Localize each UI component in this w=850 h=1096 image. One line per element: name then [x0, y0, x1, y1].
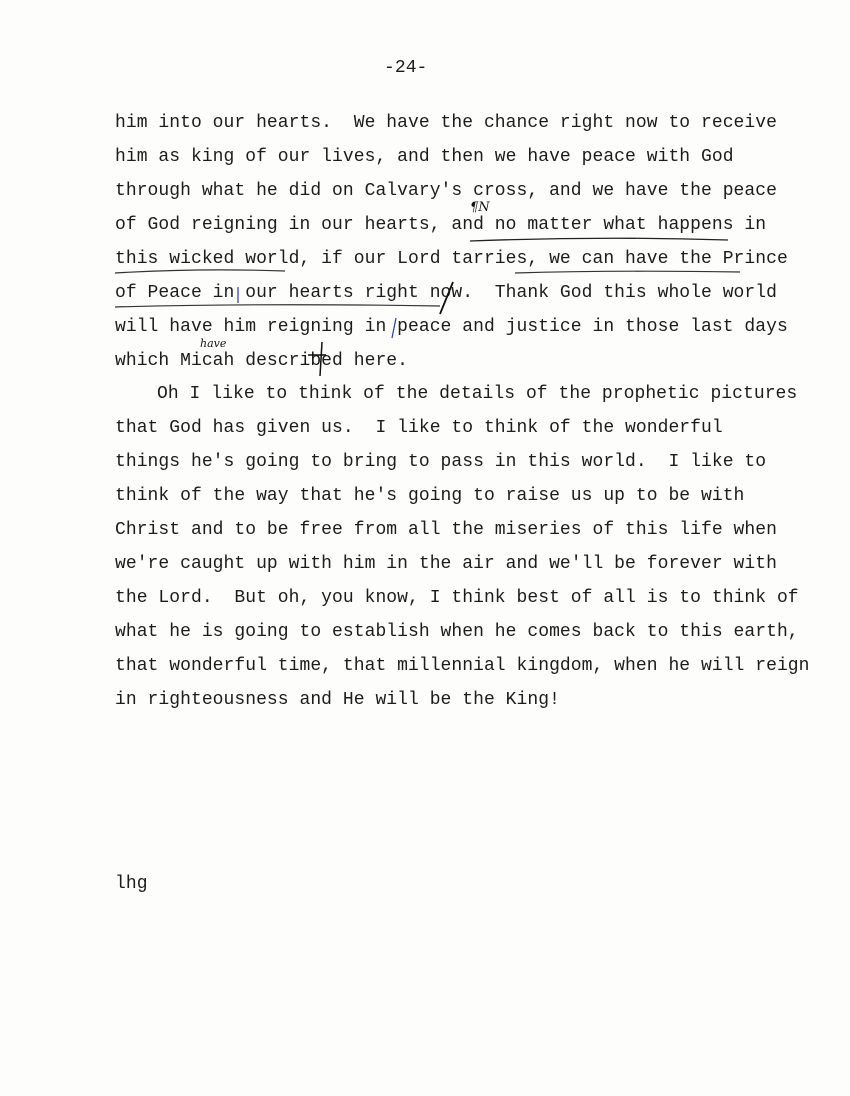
- text-line: what he is going to establish when he comes back to this earth,: [115, 622, 799, 642]
- text-line: of Peace in our hearts right now. Thank God this whole world: [115, 283, 777, 303]
- handwritten-paragraph-mark: ¶N: [470, 200, 490, 215]
- text-line: of God reigning in our hearts, and no matter what happens in: [115, 215, 767, 235]
- text-line: Oh I like to think of the details of the prophetic pictures: [157, 384, 798, 404]
- text-line: that wonderful time, that millennial kingdom, when he will reign: [115, 656, 810, 676]
- text-line: that God has given us. I like to think of the wonderful: [115, 418, 723, 438]
- text-line: this wicked world, if our Lord tarries, we can have the Prince: [115, 249, 788, 269]
- handwritten-insertion: have: [200, 337, 227, 350]
- text-line: through what he did on Calvary's cross, and we have the peace: [115, 181, 777, 201]
- text-line: things he's going to bring to pass in this world. I like to: [115, 452, 767, 472]
- page-number: -24-: [384, 58, 428, 78]
- text-line: him as king of our lives, and then we have peace with God: [115, 147, 734, 167]
- text-line: Christ and to be free from all the miseries of this life when: [115, 520, 777, 540]
- text-line: which Micah described here.: [115, 351, 408, 371]
- text-line: will have him reigning in peace and justice in those last days: [115, 317, 788, 337]
- text-line: in righteousness and He will be the King!: [115, 690, 560, 710]
- text-line: the Lord. But oh, you know, I think best of all is to think of: [115, 588, 799, 608]
- text-line: think of the way that he's going to raise us up to be with: [115, 486, 745, 506]
- text-line: we're caught up with him in the air and we'll be forever with: [115, 554, 777, 574]
- text-line: him into our hearts. We have the chance right now to receive: [115, 113, 777, 133]
- typist-initials: lhg: [115, 874, 148, 894]
